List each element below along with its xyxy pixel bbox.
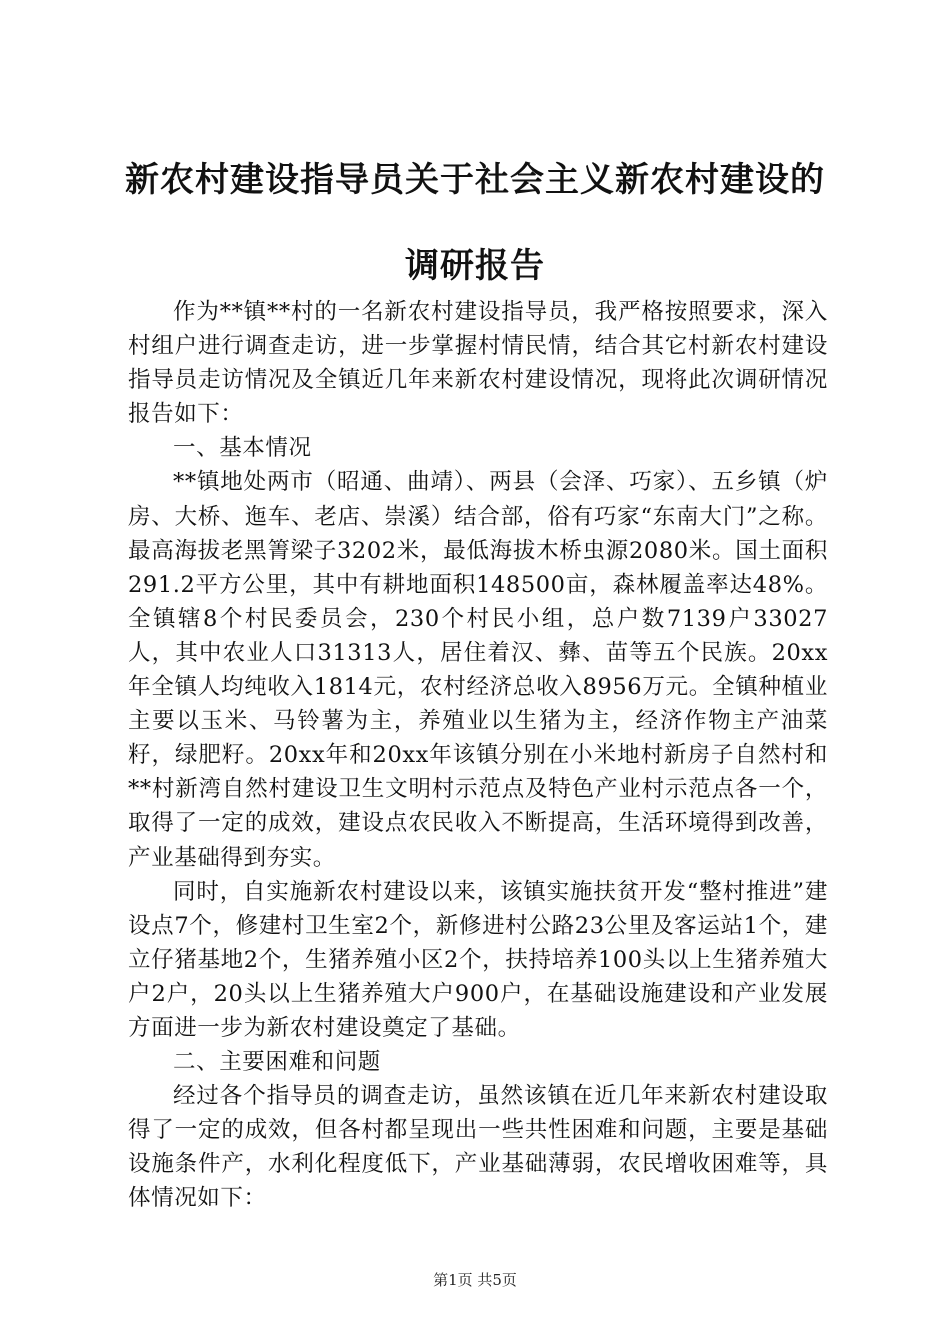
document-title-line-2: 调研报告 (405, 246, 545, 286)
document-title-line-1: 新农村建设指导员关于社会主义新农村建设的 (125, 160, 825, 200)
section-heading-basic-situation: 一、基本情况 (173, 435, 312, 462)
section-heading-problems: 二、主要困难和问题 (173, 1049, 381, 1076)
problems-paragraph: 经过各个指导员的调查走访，虽然该镇在近几年来新农村建设取得了一定的成效，但各村都呈现出一些共性困难和问题，主要是基础设施条件产，水利化程度低下，产业基础薄弱，农民增收困难等，具体情况如下： (128, 1083, 828, 1212)
document-body (128, 295, 828, 1216)
page-number-footer: 第1页 共5页 (433, 1271, 517, 1289)
intro-paragraph: 作为**镇**村的一名新农村建设指导员，我严格按照要求，深入村组户进行调查走访，进一步掌握村情民情，结合其它村新农村建设指导员走访情况及全镇近几年来新农村建设情况，现将此次调研情况报告如下： (128, 299, 828, 428)
construction-progress-paragraph: 同时，自实施新农村建设以来，该镇实施扶贫开发“整村推进”建设点7个，修建村卫生室2个，新修进村公路23公里及客运站1个，建立仔猪基地2个，生猪养殖小区2个，扶持培养100头以上生猪养殖大户2户，20头以上生猪养殖大户900户，在基础设施建设和产业发展方面进一步为新农村建设奠定了基础。 (128, 878, 828, 1041)
basic-situation-paragraph: **镇地处两市（昭通、曲靖）、两县（会泽、巧家）、五乡镇（炉房、大桥、迤车、老店、崇溪）结合部，俗有巧家“东南大门”之称。最高海拔老黑箐梁子3202米，最低海拔木桥虫源2080米。国土面积291.2平方公里，其中有耕地面积148500亩，森林履盖率达48%。全镇辖8个村民委员会，230个村民小组，总户数7139户33027人，其中农业人口31313人，居住着汉、彝、苗等五个民族。20xx年全镇人均纯收入1814元，农村经济总收入8956万元。全镇种植业主要以玉米、马铃薯为主，养殖业以生猪为主，经济作物主产油菜籽，绿肥籽。20xx年和20xx年该镇分别在小米地村新房子自然村和**村新湾自然村建设卫生文明村示范点及特色产业村示范点各一个，取得了一定的成效，建设点农民收入不断提高，生活环境得到改善，产业基础得到夯实。 (128, 469, 828, 871)
